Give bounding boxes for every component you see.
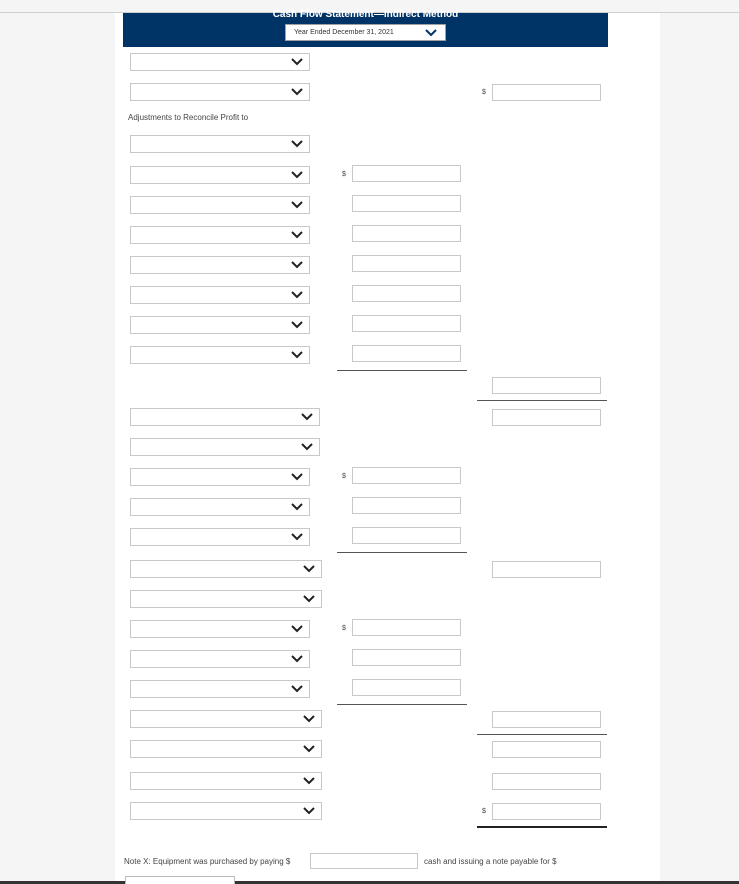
- chevron-down-icon: [291, 88, 303, 96]
- statement-header: [123, 9, 608, 47]
- chevron-down-icon: [291, 171, 303, 179]
- amount-input[interactable]: [352, 497, 461, 514]
- chevron-down-icon: [303, 595, 315, 603]
- note-middle-text: cash and issuing a note payable for $: [424, 857, 557, 866]
- subtotal-input[interactable]: [492, 561, 601, 578]
- period-select-value: Year Ended December 31, 2021: [294, 29, 394, 36]
- amount-input[interactable]: [352, 527, 461, 544]
- amount-input[interactable]: [352, 255, 461, 272]
- line-item-select[interactable]: [130, 256, 310, 274]
- amount-input[interactable]: [352, 165, 461, 182]
- line-item-select[interactable]: [130, 650, 310, 668]
- total-rule: [477, 400, 607, 401]
- chevron-down-icon: [303, 777, 315, 785]
- chevron-down-icon: [291, 351, 303, 359]
- line-item-select[interactable]: [130, 620, 310, 638]
- period-select[interactable]: [285, 24, 446, 41]
- line-item-select[interactable]: [130, 83, 310, 101]
- total-rule: [477, 826, 607, 828]
- subtotal-input[interactable]: [492, 409, 601, 426]
- line-item-select[interactable]: [130, 590, 322, 608]
- currency-symbol: $: [342, 473, 346, 480]
- currency-symbol: $: [482, 808, 486, 815]
- chevron-down-icon: [303, 565, 315, 573]
- chevron-down-icon: [291, 655, 303, 663]
- note-cash-paid-input[interactable]: [310, 853, 418, 869]
- line-item-select[interactable]: [130, 408, 320, 426]
- amount-input[interactable]: [352, 225, 461, 242]
- currency-symbol: $: [342, 625, 346, 632]
- chevron-down-icon: [303, 807, 315, 815]
- total-rule: [477, 734, 607, 735]
- amount-input[interactable]: [352, 619, 461, 636]
- subtotal-input[interactable]: [492, 773, 601, 790]
- line-item-select[interactable]: [130, 53, 310, 71]
- line-item-select[interactable]: [130, 468, 310, 486]
- chevron-down-icon: [291, 321, 303, 329]
- amount-input[interactable]: [352, 649, 461, 666]
- chevron-down-icon: [291, 503, 303, 511]
- line-item-select[interactable]: [130, 286, 310, 304]
- note-payable-input[interactable]: [125, 876, 235, 884]
- chevron-down-icon: [301, 413, 313, 421]
- line-item-select[interactable]: [130, 166, 310, 184]
- adjustments-label: Adjustments to Reconcile Profit to: [128, 113, 249, 122]
- chevron-down-icon: [291, 231, 303, 239]
- line-item-select[interactable]: [130, 710, 322, 728]
- line-item-select[interactable]: [130, 740, 322, 758]
- line-item-select[interactable]: [130, 316, 310, 334]
- chevron-down-icon: [291, 58, 303, 66]
- line-item-select[interactable]: [130, 438, 320, 456]
- line-item-select[interactable]: [130, 528, 310, 546]
- line-item-select[interactable]: [130, 226, 310, 244]
- chevron-down-icon: [291, 140, 303, 148]
- statement-title: Cash Flow Statement—Indirect Method: [272, 9, 459, 20]
- currency-symbol: $: [482, 89, 486, 96]
- line-item-select[interactable]: [130, 560, 322, 578]
- chevron-down-icon: [291, 533, 303, 541]
- subtotal-input[interactable]: [492, 711, 601, 728]
- chevron-down-icon: [291, 261, 303, 269]
- total-rule: [337, 552, 467, 553]
- chevron-down-icon: [303, 715, 315, 723]
- line-item-select[interactable]: [130, 135, 310, 153]
- chevron-down-icon: [291, 625, 303, 633]
- subtotal-input[interactable]: [492, 377, 601, 394]
- amount-input[interactable]: [352, 345, 461, 362]
- line-item-select[interactable]: [130, 802, 322, 820]
- total-rule: [337, 704, 467, 705]
- subtotal-input[interactable]: [492, 741, 601, 758]
- chevron-down-icon: [291, 201, 303, 209]
- line-item-select[interactable]: [130, 346, 310, 364]
- subtotal-input[interactable]: [492, 803, 601, 820]
- total-rule: [337, 370, 467, 371]
- subtotal-input[interactable]: [492, 84, 601, 101]
- line-item-select[interactable]: [130, 196, 310, 214]
- amount-input[interactable]: [352, 285, 461, 302]
- note-prefix-text: Note X: Equipment was purchased by paying $: [124, 857, 291, 866]
- chevron-down-icon: [291, 291, 303, 299]
- chevron-down-icon: [301, 443, 313, 451]
- line-item-select[interactable]: [130, 498, 310, 516]
- amount-input[interactable]: [352, 195, 461, 212]
- chevron-down-icon: [291, 473, 303, 481]
- chevron-down-icon: [303, 745, 315, 753]
- amount-input[interactable]: [352, 315, 461, 332]
- chevron-down-icon: [425, 29, 437, 37]
- line-item-select[interactable]: [130, 680, 310, 698]
- line-item-select[interactable]: [130, 772, 322, 790]
- amount-input[interactable]: [352, 467, 461, 484]
- currency-symbol: $: [342, 171, 346, 178]
- amount-input[interactable]: [352, 679, 461, 696]
- chevron-down-icon: [291, 685, 303, 693]
